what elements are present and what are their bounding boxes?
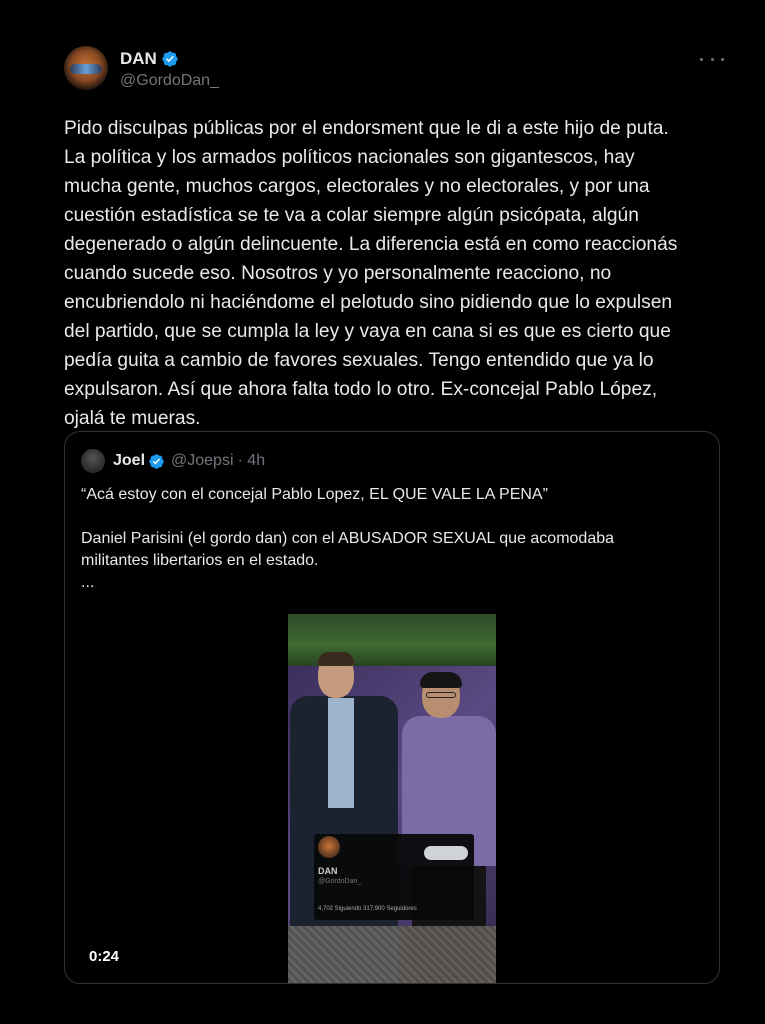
quoted-tweet-header <box>81 448 265 474</box>
author-handle[interactable]: @GordoDan_ <box>120 72 219 89</box>
verified-badge-icon <box>148 453 165 470</box>
quoted-tweet-text: “Acá estoy con el concejal Pablo Lopez, EL QUE VALE LA PENA” Daniel Parisini (el gordo dan) con el ABUSADOR SEXUAL que acomodaba militantes libertarios en el estado. ... <box>81 486 615 591</box>
author-name-row <box>120 48 179 70</box>
overlay-name: DAN <box>318 866 338 876</box>
verified-badge-icon <box>161 50 179 68</box>
ellipsis-icon[interactable] <box>700 52 724 66</box>
overlay-stats: 4,702 Siguiendo 317,900 Seguidores <box>318 906 417 912</box>
author-name[interactable]: DAN <box>120 49 157 68</box>
quoted-author-avatar[interactable] <box>81 449 105 473</box>
quoted-timestamp[interactable]: · 4h <box>237 452 266 469</box>
quoted-author-handle[interactable]: @Joepsi <box>171 452 234 469</box>
video-duration: 0:24 <box>89 948 120 965</box>
tweet-text: Pido disculpas públicas por el endorsment que le di a este hijo de puta. La política y los armados políticos nacionales son gigantescos, hay mucha gente, muchos cargos, electorales y no electorales, y por una cuestión estadística se te va a colar siempre algún psicópata, algún degenerado o algún delincuente. La diferencia está en como reaccionás cuando sucede eso. Nosotros y yo personalmente reacciono, no encubriendolo ni haciéndome el pelotudo sino pidiendo que lo expulsen del partido, que se cumpla la ley y vaya en cana si es que es cierto que pedía guita a cambio de favores sexuales. Tengo entendido que ya lo expulsaron. Así que ahora falta todo lo otro. Ex-concejal Pablo López, ojalá te mueras. <box>64 118 678 429</box>
tweet-header <box>64 44 724 96</box>
video-player[interactable] <box>288 614 496 984</box>
video-ground <box>288 926 496 984</box>
overlay-handle: @GordoDan_ <box>318 878 362 885</box>
overlay-follow-button <box>424 846 468 860</box>
author-avatar[interactable] <box>64 46 108 90</box>
quoted-tweet[interactable] <box>64 431 720 984</box>
video-profile-card-overlay <box>314 834 474 920</box>
quoted-author-name[interactable]: Joel <box>113 452 146 469</box>
overlay-avatar <box>318 836 340 858</box>
